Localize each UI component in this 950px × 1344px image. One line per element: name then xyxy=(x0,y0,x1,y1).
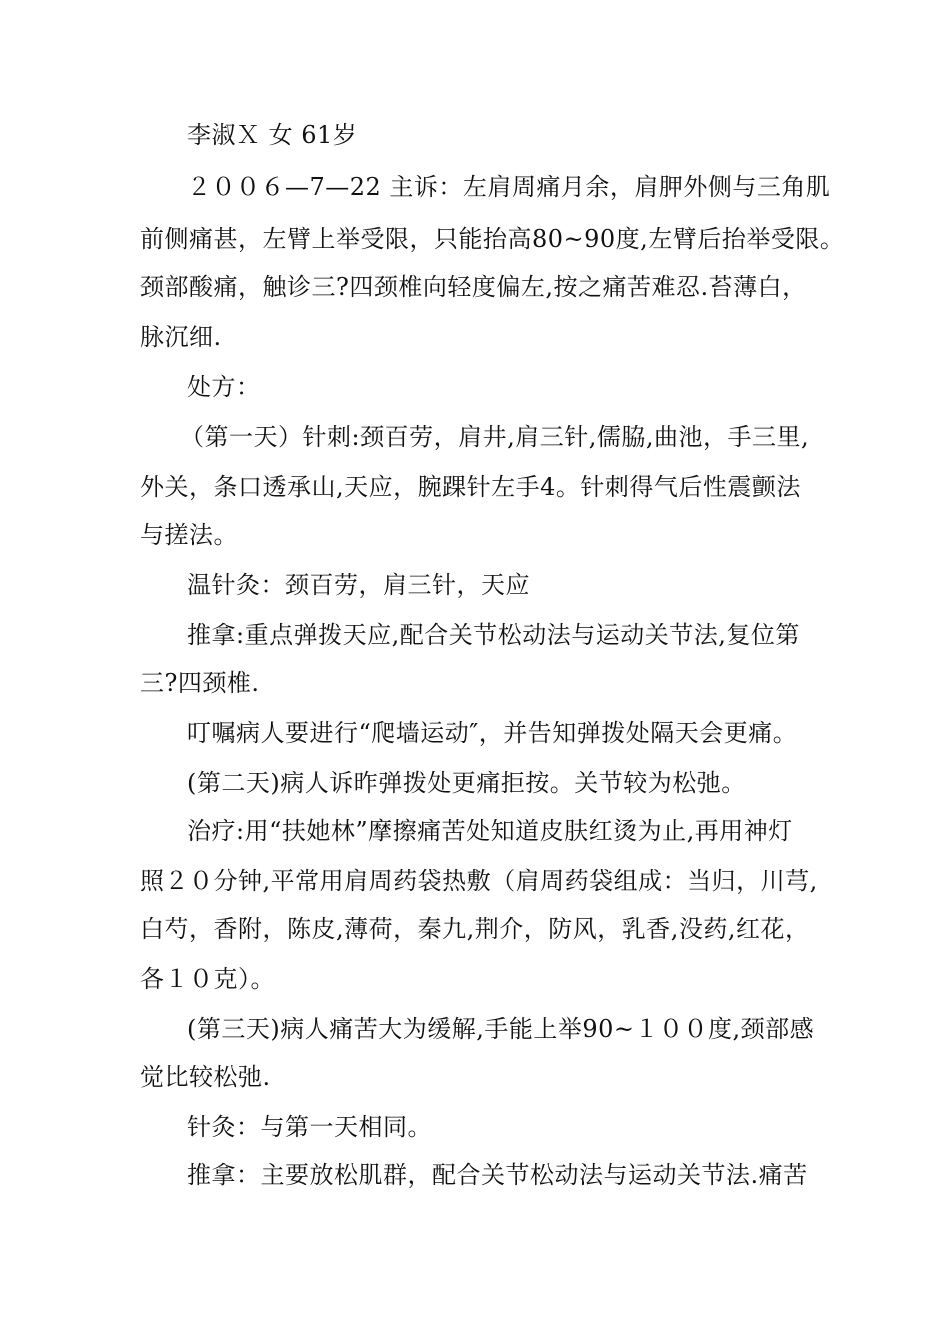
day3-line-2: 觉比较松弛. xyxy=(140,1063,271,1091)
chief-complaint-line-3: 颈部酸痛，触诊三?四颈椎向轻度偏左,按之痛苦难忍.苔薄白， xyxy=(140,273,807,301)
day3-line-1: (第三天)病人痛苦大为缓解,手能上举90~１００度,颈部感 xyxy=(187,1015,815,1043)
acupuncture-moxibustion-line: 针灸：与第一天相同。 xyxy=(187,1113,432,1141)
treatment-line-3: 白芍，香附，陈皮,薄荷，秦九,荆介，防风，乳香,没药,红花， xyxy=(140,915,810,943)
prescription-heading: 处方： xyxy=(187,373,261,401)
massage-line-2: 三?四颈椎. xyxy=(140,669,260,697)
day1-acupuncture-line-1: （第一天）针刺:颈百劳，肩井,肩三针,儒脇,曲池，手三里, xyxy=(180,423,810,451)
day1-acupuncture-line-3: 与搓法。 xyxy=(140,521,238,549)
chief-complaint-line-4: 脉沉细. xyxy=(140,323,222,351)
chief-complaint-line-1: ２００６—7—22 主诉：左肩周痛月余，肩胛外侧与三角肌 xyxy=(187,173,831,201)
treatment-line-2: 照２０分钟,平常用肩周药袋热敷（肩周药袋组成：当归，川芎, xyxy=(140,867,818,895)
day2-line: (第二天)病人诉昨弹拨处更痛拒按。关节较为松弛。 xyxy=(187,769,746,797)
massage-line-3: 推拿：主要放松肌群，配合关节松动法与运动关节法.痛苦 xyxy=(187,1161,808,1189)
massage-line-1: 推拿:重点弹拨天应,配合关节松动法与运动关节法,复位第 xyxy=(187,621,800,649)
treatment-line-1: 治疗:用“扶她林”摩擦痛苦处知道皮肤红烫为止,再用神灯 xyxy=(187,817,793,845)
advice-line: 叮嘱病人要进行“爬墙运动″，并告知弹拨处隔天会更痛。 xyxy=(187,719,798,747)
warm-needle-line: 温针灸：颈百劳，肩三针，天应 xyxy=(187,571,530,599)
treatment-line-4: 各１０克）。 xyxy=(140,965,275,993)
patient-header: 李淑Ｘ 女 61岁 xyxy=(187,121,358,149)
day1-acupuncture-line-2: 外关，条口透承山,天应，腕踝针左手4。针刺得气后性震颤法 xyxy=(140,473,801,501)
chief-complaint-line-2: 前侧痛甚，左臂上举受限，只能抬高80~90度,左臂后抬举受限。 xyxy=(140,225,845,253)
